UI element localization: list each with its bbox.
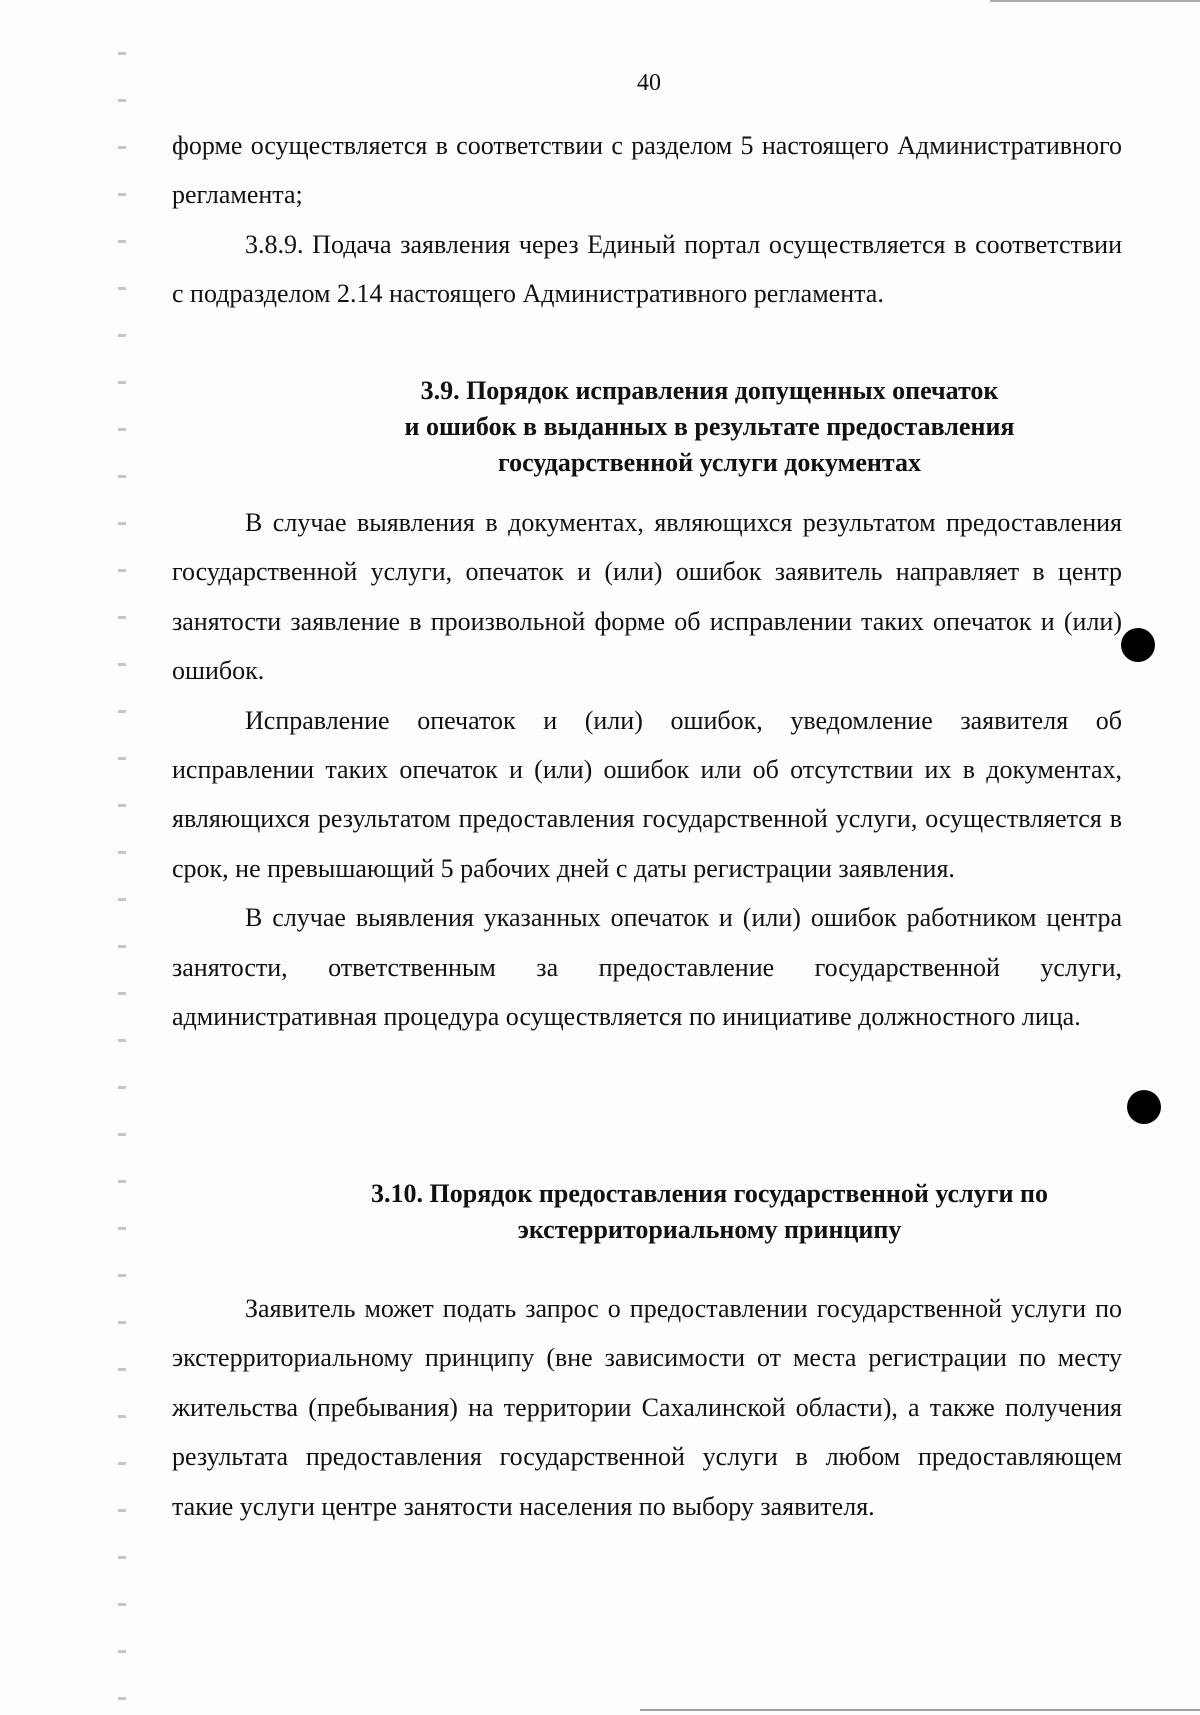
section-heading-3-9 bbox=[172, 373, 1200, 481]
heading-line: 3.9. Порядок исправления допущенных опечаток bbox=[420, 376, 999, 405]
text-block-intro bbox=[172, 121, 1122, 319]
section-body-3-10 bbox=[172, 1284, 1122, 1531]
punch-hole-mark bbox=[1127, 1090, 1161, 1124]
heading-line: экстерриториальному принципу bbox=[517, 1215, 902, 1244]
paragraph: 3.8.9. Подача заявления через Единый портал осуществляется в соответствии с подразделом 2.14 настоящего Административного регламента. bbox=[172, 229, 1122, 309]
page-number: 40 bbox=[637, 70, 661, 96]
heading-line: государственной услуги документах bbox=[497, 448, 922, 477]
scan-edge-marks bbox=[118, 30, 126, 1700]
paragraph: В случае выявления в документах, являющихся результатом предоставления государственной услуги, опечаток и (или) ошибок заявитель направляет в центр занятости заявление в произвольной форме об исправлении таких опечаток и (или) ошибок. bbox=[172, 508, 1122, 686]
paragraph: В случае выявления указанных опечаток и (или) ошибок работником центра занятости, ответственным за предоставление государственной услуги, административная процедура осуществляется по инициативе должностного лица. bbox=[172, 903, 1122, 1032]
paragraph: Заявитель может подать запрос о предоставлении государственной услуги по экстерриториальному принципу (вне зависимости от места регистрации по месту жительства (пребывания) на территории Сахалинской области), а также получения результата предоставления государственной услуги в любом предоставляющем такие услуги центре занятости населения по выбору заявителя. bbox=[172, 1294, 1122, 1521]
section-body-3-9 bbox=[172, 498, 1122, 1041]
heading-line: 3.10. Порядок предоставления государственной услуги по bbox=[371, 1179, 1048, 1208]
paragraph: Исправление опечаток и (или) ошибок, уведомление заявителя об исправлении таких опечаток и (или) ошибок или об отсутствии их в документах, являющихся результатом предоставления государственной услуги, осуществляется в срок, не превышающий 5 рабочих дней с даты регистрации заявления. bbox=[172, 705, 1122, 883]
section-heading-3-10 bbox=[172, 1176, 1200, 1248]
heading-line: и ошибок в выданных в результате предоставления bbox=[404, 412, 1015, 441]
scan-top-rule bbox=[990, 0, 1200, 2]
punch-hole-mark bbox=[1121, 628, 1155, 662]
paragraph: форме осуществляется в соответствии с разделом 5 настоящего Административного регламента; bbox=[172, 131, 1122, 210]
scan-bottom-rule bbox=[640, 1709, 1200, 1711]
